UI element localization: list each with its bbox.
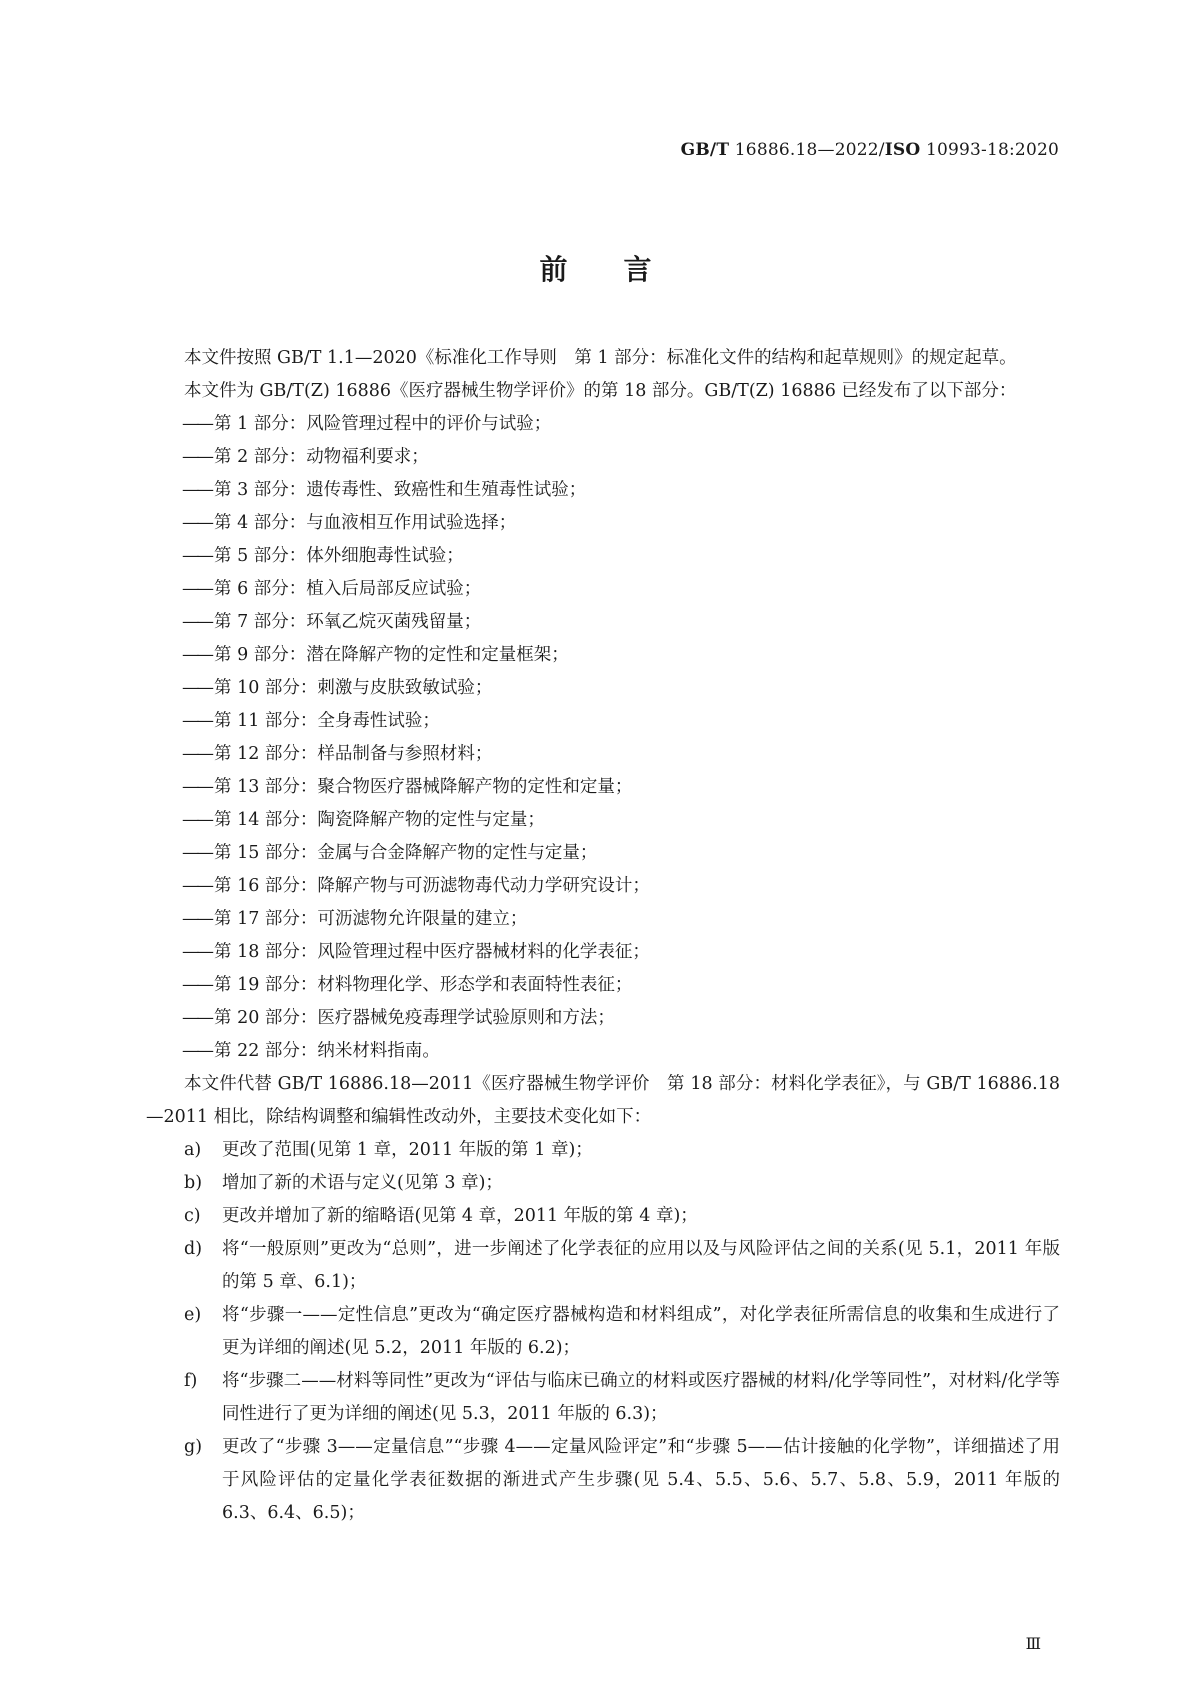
part-text: 第 17 部分：可沥滤物允许限量的建立；	[214, 909, 528, 929]
change-text: 将“一般原则”更改为“总则”，进一步阐述了化学表征的应用以及与风险评估之间的关系(见 5.1，2011 年版的第 5 章、6.1)；	[222, 1239, 1060, 1292]
parts-list-item	[146, 408, 1060, 441]
part-text: 第 15 部分：金属与合金降解产物的定性与定量；	[214, 843, 598, 863]
parts-list-item	[146, 507, 1060, 540]
parts-list-item	[146, 903, 1060, 936]
dash-marker: ——	[182, 579, 211, 599]
parts-list-item	[146, 474, 1060, 507]
part-text: 第 18 部分：风险管理过程中医疗器械材料的化学表征；	[214, 942, 650, 962]
change-item	[146, 1167, 1060, 1200]
parts-list-item	[146, 573, 1060, 606]
change-label: g)	[184, 1437, 203, 1457]
parts-list-item	[146, 771, 1060, 804]
dash-marker: ——	[182, 711, 211, 731]
dash-marker: ——	[182, 1041, 211, 1061]
dash-marker: ——	[182, 645, 211, 665]
standard-code	[681, 140, 1059, 160]
parts-list-item	[146, 672, 1060, 705]
change-text: 更改了范围(见第 1 章，2011 年版的第 1 章)；	[222, 1140, 593, 1160]
part-text: 第 10 部分：刺激与皮肤致敏试验；	[214, 678, 493, 698]
part-text: 第 20 部分：医疗器械免疫毒理学试验原则和方法；	[214, 1008, 615, 1028]
part-text: 第 22 部分：纳米材料指南。	[214, 1041, 440, 1061]
change-label: d)	[184, 1239, 203, 1259]
part-text: 第 1 部分：风险管理过程中的评价与试验；	[214, 414, 552, 434]
page-number: Ⅲ	[1025, 1634, 1041, 1653]
change-text: 将“步骤二——材料等同性”更改为“评估与临床已确立的材料或医疗器械的材料/化学等同性”，对材料/化学等同性进行了更为详细的阐述(见 5.3，2011 年版的 6.3)；	[222, 1371, 1060, 1424]
part-text: 第 4 部分：与血液相互作用试验选择；	[214, 513, 517, 533]
dash-marker: ——	[182, 876, 211, 896]
dash-marker: ——	[182, 843, 211, 863]
change-text: 将“步骤一——定性信息”更改为“确定医疗器械构造和材料组成”，对化学表征所需信息的收集和生成进行了更为详细的阐述(见 5.2，2011 年版的 6.2)；	[222, 1305, 1060, 1358]
standard-prefix: GB/T	[680, 140, 730, 160]
change-label: c)	[184, 1206, 201, 1226]
dash-marker: ——	[182, 810, 211, 830]
parts-list-item	[146, 540, 1060, 573]
standard-number: 16886.18—2022/	[729, 140, 885, 160]
parts-list-item	[146, 1035, 1060, 1068]
dash-marker: ——	[182, 480, 211, 500]
parts-list-item	[146, 738, 1060, 771]
parts-list-item	[146, 936, 1060, 969]
part-text: 第 9 部分：潜在降解产物的定性和定量框架；	[214, 645, 569, 665]
parts-list-item	[146, 837, 1060, 870]
parts-list-item	[146, 441, 1060, 474]
part-text: 第 3 部分：遗传毒性、致癌性和生殖毒性试验；	[214, 480, 587, 500]
parts-list-item	[146, 705, 1060, 738]
dash-marker: ——	[182, 942, 211, 962]
part-text: 第 2 部分：动物福利要求；	[214, 447, 429, 467]
part-text: 第 6 部分：植入后局部反应试验；	[214, 579, 482, 599]
dash-marker: ——	[182, 975, 211, 995]
change-item	[146, 1134, 1060, 1167]
change-label: b)	[184, 1173, 203, 1193]
dash-marker: ——	[182, 678, 211, 698]
change-text: 更改并增加了新的缩略语(见第 4 章，2011 年版的第 4 章)；	[222, 1206, 698, 1226]
dash-marker: ——	[182, 777, 211, 797]
parts-list-item	[146, 870, 1060, 903]
part-text: 第 19 部分：材料物理化学、形态学和表面特性表征；	[214, 975, 633, 995]
parts-list-item	[146, 969, 1060, 1002]
dash-marker: ——	[182, 1008, 211, 1028]
part-text: 第 13 部分：聚合物医疗器械降解产物的定性和定量；	[214, 777, 633, 797]
dash-marker: ——	[182, 414, 211, 434]
dash-marker: ——	[182, 744, 211, 764]
paragraph-series-intro: 本文件为 GB/T(Z) 16886《医疗器械生物学评价》的第 18 部分。GB/T(Z) 16886 已经发布了以下部分：	[184, 381, 1017, 401]
parts-list	[146, 408, 1060, 1068]
iso-prefix: ISO	[884, 140, 921, 160]
change-item	[146, 1200, 1060, 1233]
change-text: 更改了“步骤 3——定量信息”“步骤 4——定量风险评定”和“步骤 5——估计接触的化学物”，详细描述了用于风险评估的定量化学表征数据的渐进式产生步骤(见 5.4、5.5、5.6、5.7、5.8、5.9，2011 年版的 6.3、6.4、6.5)；	[222, 1437, 1060, 1523]
paragraph-replacement: 本文件代替 GB/T 16886.18—2011《医疗器械生物学评价 第 18 部分：材料化学表征》，与 GB/T 16886.18—2011 相比，除结构调整和编辑性改动外，主要技术变化如下：	[146, 1074, 1060, 1127]
page-title: 前言	[539, 253, 708, 286]
change-text: 增加了新的术语与定义(见第 3 章)；	[222, 1173, 503, 1193]
dash-marker: ——	[182, 447, 211, 467]
change-label: e)	[184, 1305, 202, 1325]
part-text: 第 14 部分：陶瓷降解产物的定性与定量；	[214, 810, 545, 830]
change-item	[146, 1365, 1060, 1431]
parts-list-item	[146, 1002, 1060, 1035]
change-label: f)	[184, 1371, 198, 1391]
dash-marker: ——	[182, 546, 211, 566]
part-text: 第 16 部分：降解产物与可沥滤物毒代动力学研究设计；	[214, 876, 650, 896]
change-item	[146, 1431, 1060, 1530]
parts-list-item	[146, 606, 1060, 639]
part-text: 第 11 部分：全身毒性试验；	[214, 711, 440, 731]
parts-list-item	[146, 639, 1060, 672]
dash-marker: ——	[182, 513, 211, 533]
change-item	[146, 1233, 1060, 1299]
dash-marker: ——	[182, 909, 211, 929]
paragraph-drafting-rule: 本文件按照 GB/T 1.1—2020《标准化工作导则 第 1 部分：标准化文件的结构和起草规则》的规定起草。	[184, 348, 1017, 368]
parts-list-item	[146, 804, 1060, 837]
iso-number: 10993-18:2020	[920, 140, 1059, 160]
document-body	[146, 342, 1060, 1530]
change-label: a)	[184, 1140, 202, 1160]
part-text: 第 7 部分：环氧乙烷灭菌残留量；	[214, 612, 482, 632]
change-item	[146, 1299, 1060, 1365]
part-text: 第 5 部分：体外细胞毒性试验；	[214, 546, 464, 566]
part-text: 第 12 部分：样品制备与参照材料；	[214, 744, 493, 764]
dash-marker: ——	[182, 612, 211, 632]
changes-list	[146, 1134, 1060, 1530]
